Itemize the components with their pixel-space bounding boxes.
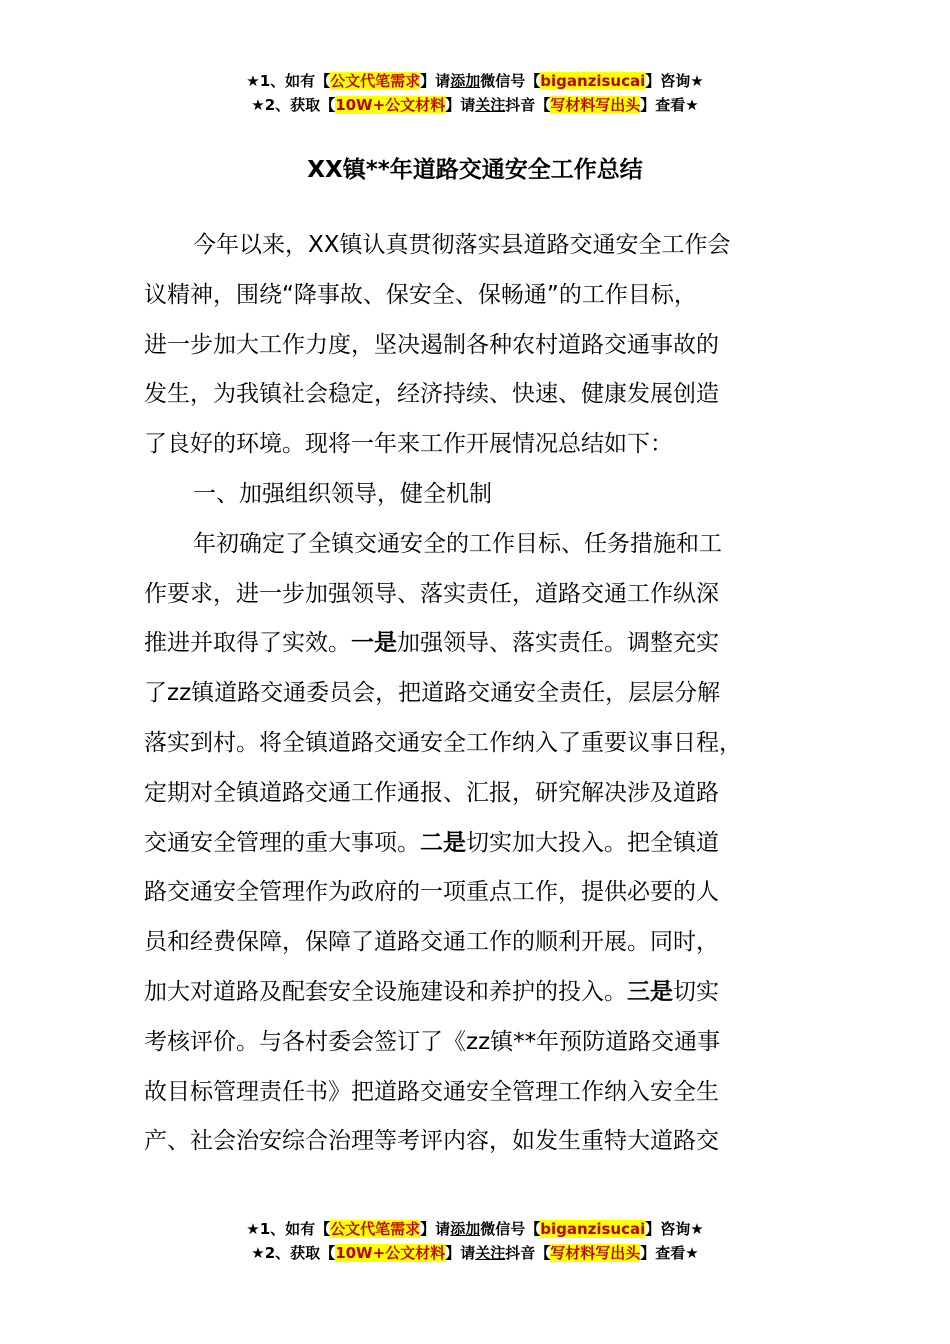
body-line: 了良好的环境。现将一年来工作开展情况总结如下：: [144, 431, 673, 458]
promo-text: 】查看★: [640, 1244, 699, 1262]
promo-line-2: [0, 93, 950, 117]
body-line: 了zz镇道路交通委员会，把道路交通安全责任，层层分解: [144, 680, 721, 707]
body-text: 切实: [673, 978, 719, 1005]
promo-text: ★1、如有【: [246, 72, 331, 90]
section-heading: 一、加强组织领导，健全机制: [193, 480, 492, 507]
bold-label: 二是: [420, 829, 466, 856]
body-text: 加强领导、落实责任。调整充实: [397, 630, 719, 657]
body-line: 作要求，进一步加强领导、落实责任，道路交通工作纵深: [144, 580, 719, 607]
promo-text: 】咨询★: [645, 1220, 704, 1238]
body-line: 今年以来，XX镇认真贯彻落实县道路交通安全工作会: [193, 232, 731, 258]
promo-underline: 添加: [450, 72, 481, 90]
promo-underline: 添加: [450, 1220, 481, 1238]
body-line: [144, 819, 809, 869]
bold-label: 一是: [351, 630, 397, 657]
promo-highlight: biganzisucai: [540, 72, 646, 90]
body-line: 落实到村。将全镇道路交通安全工作纳入了重要议事日程，: [144, 729, 742, 756]
promo-text: 】请: [420, 1220, 451, 1238]
body-line: 发生，为我镇社会稳定，经济持续、快速、健康发展创造: [144, 381, 719, 408]
body-line: 议精神，围绕“降事故、保安全、保畅通”的工作目标，: [144, 281, 697, 308]
promo-highlight: 10W+公文材料: [335, 96, 446, 114]
promo-text: 微信号【: [480, 72, 541, 90]
promo-highlight: biganzisucai: [540, 1220, 646, 1238]
bold-label: 三是: [627, 978, 673, 1005]
body-line: 考核评价。与各村委会签订了《zz镇**年预防道路交通事: [144, 1028, 721, 1055]
top-promo-banner: [0, 69, 950, 117]
promo-line-1: [0, 69, 950, 93]
body-text: 交通安全管理的重大事项。: [144, 829, 420, 856]
document-body: [144, 221, 809, 1167]
body-line: 员和经费保障，保障了道路交通工作的顺利开展。同时，: [144, 929, 719, 956]
body-line: 故目标管理责任书》把道路交通安全管理工作纳入安全生: [144, 1078, 719, 1105]
promo-text: ★1、如有【: [246, 1220, 331, 1238]
promo-text: 】请: [420, 72, 451, 90]
body-line: [144, 968, 809, 1018]
promo-line-2: [0, 1241, 950, 1265]
promo-text: 】请: [445, 1244, 476, 1262]
body-line: 路交通安全管理作为政府的一项重点工作，提供必要的人: [144, 879, 719, 906]
body-line: [144, 619, 809, 669]
bottom-promo-banner: [0, 1217, 950, 1265]
body-line: 定期对全镇道路交通工作通报、汇报，研究解决涉及道路: [144, 779, 719, 806]
promo-text: 】查看★: [640, 96, 699, 114]
promo-highlight: 公文代笔需求: [330, 1220, 421, 1238]
promo-text: 】咨询★: [645, 72, 704, 90]
promo-highlight: 写材料写出头: [550, 1244, 641, 1262]
promo-text: 抖音【: [505, 96, 551, 114]
document-title: XX镇**年道路交通安全工作总结: [307, 157, 643, 183]
promo-text: ★2、获取【: [251, 96, 336, 114]
promo-text: 抖音【: [505, 1244, 551, 1262]
promo-text: ★2、获取【: [251, 1244, 336, 1262]
body-text: 加大对道路及配套安全设施建设和养护的投入。: [144, 978, 627, 1005]
body-text: 推进并取得了实效。: [144, 630, 351, 657]
promo-highlight: 写材料写出头: [550, 96, 641, 114]
promo-text: 】请: [445, 96, 476, 114]
body-line: 年初确定了全镇交通安全的工作目标、任务措施和工: [193, 530, 722, 557]
promo-underline: 关注: [475, 1244, 506, 1262]
promo-highlight: 10W+公文材料: [335, 1244, 446, 1262]
promo-underline: 关注: [475, 96, 506, 114]
body-text: 切实加大投入。把全镇道: [466, 829, 719, 856]
promo-highlight: 公文代笔需求: [330, 72, 421, 90]
body-line: 产、社会治安综合治理等考评内容，如发生重特大道路交: [144, 1128, 719, 1155]
promo-text: 微信号【: [480, 1220, 541, 1238]
body-line: 进一步加大工作力度，坚决遏制各种农村道路交通事故的: [144, 331, 719, 358]
promo-line-1: [0, 1217, 950, 1241]
